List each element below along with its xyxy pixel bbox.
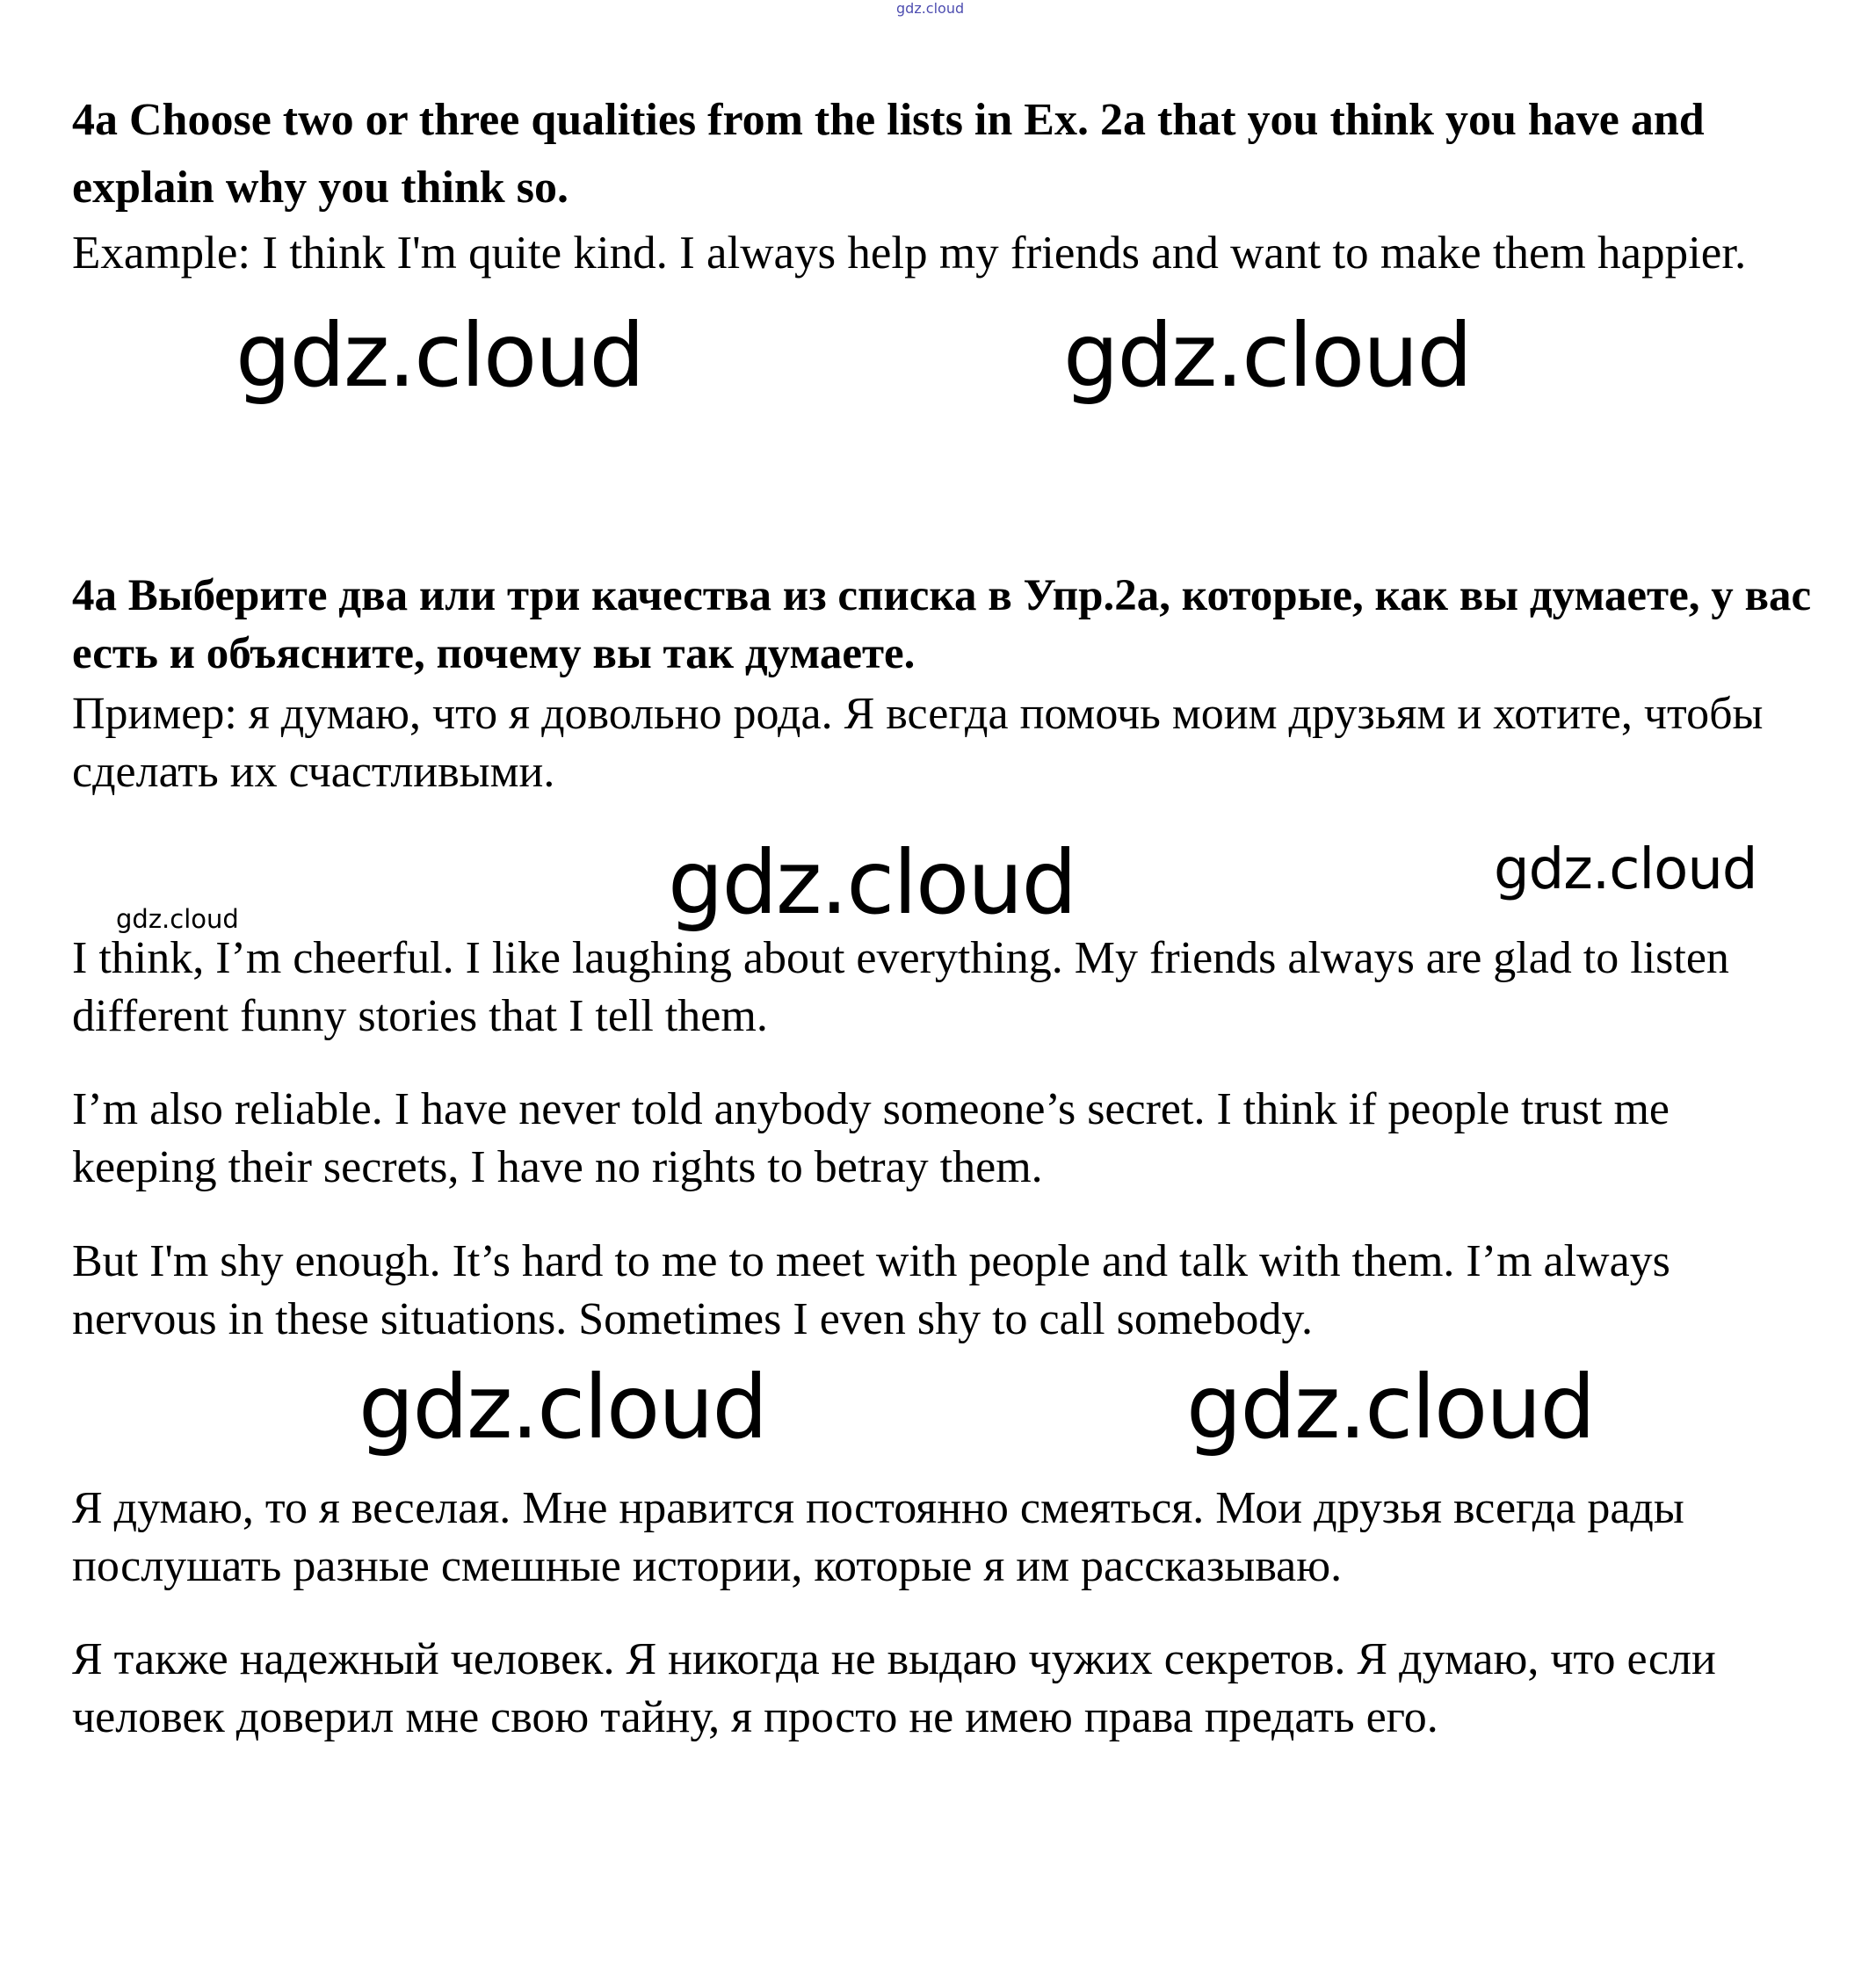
watermark-2: gdz.cloud <box>1063 304 1472 407</box>
answer-ru-cheerful: Я думаю, то я веселая. Мне нравится постоянно смеяться. Мои друзья всегда рады послушать разные смешные истории, которые я им рассказываю. <box>72 1483 1684 1591</box>
task-example-en: Example: I think I'm quite kind. I always help my friends and want to make them happier. <box>72 228 1747 279</box>
watermark-3: gdz.cloud <box>668 831 1076 934</box>
task-heading-en: 4a Choose two or three qualities from the lists in Ex. 2a that you think you have and explain why you think so. <box>72 95 1705 213</box>
answer-ru-reliable: Я также надежный человек. Я никогда не выдаю чужих секретов. Я думаю, что если человек доверил мне свою тайну, я просто не имею права предать его. <box>72 1634 1716 1742</box>
watermark-5: gdz.cloud <box>116 904 239 934</box>
top-watermark: gdz.cloud <box>896 0 965 17</box>
answer-en-reliable: I’m also reliable. I have never told anybody someone’s secret. I think if people trust me keeping their secrets, I have no rights to betray them. <box>72 1084 1670 1192</box>
watermark-1: gdz.cloud <box>235 304 644 407</box>
watermark-6: gdz.cloud <box>359 1356 767 1459</box>
answer-en-cheerful: I think, I’m cheerful. I like laughing about everything. My friends always are glad to listen different funny stories that I tell them. <box>72 933 1729 1041</box>
task-example-ru: Пример: я думаю, что я довольно рода. Я всегда помочь моим друзьям и хотите, чтобы сделать их счастливыми. <box>72 689 1764 797</box>
answer-en-shy: But I'm shy enough. It’s hard to me to meet with people and talk with them. I’m always nervous in these situations. Sometimes I even shy to call somebody. <box>72 1236 1670 1344</box>
task-heading-ru: 4a Выберите два или три качества из списка в Упр.2а, которые, как вы думаете, у вас есть и объясните, почему вы так думаете. <box>72 571 1812 678</box>
watermark-7: gdz.cloud <box>1186 1356 1595 1459</box>
watermark-4: gdz.cloud <box>1494 837 1757 902</box>
